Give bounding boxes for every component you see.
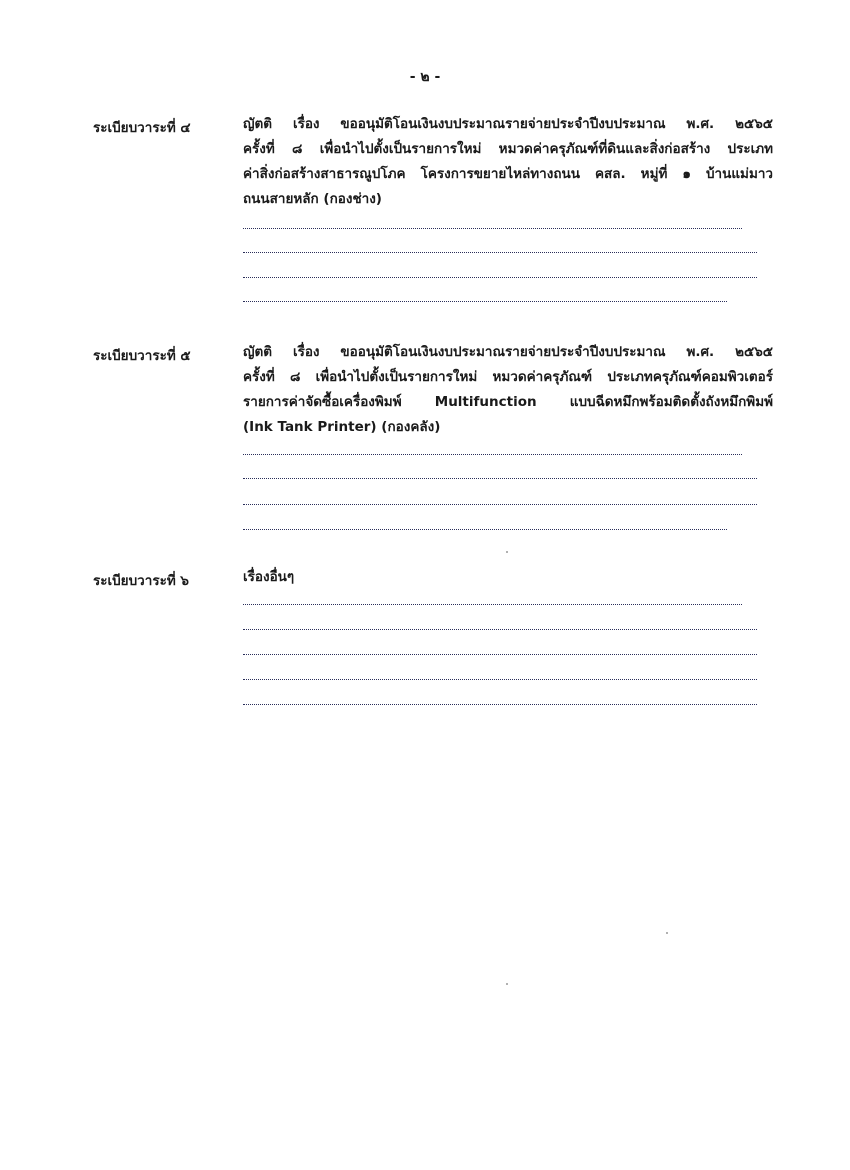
agenda-4-blank-line-4 (243, 301, 727, 302)
agenda-4-line-4: ถนนสายหลัก (กองช่าง) (243, 191, 382, 207)
agenda-5-line-3: รายการค่าจัดซื้อเครื่องพิมพ์ Multifunction แบบฉีดหมึกพร้อมติดตั้งถังหมึกพิมพ์ (243, 394, 773, 410)
agenda-5-line-2: ครั้งที่ ๘ เพื่อนำไปตั้งเป็นรายการใหม่ หมวดค่าครุภัณฑ์ ประเภทครุภัณฑ์คอมพิวเตอร์ (243, 369, 773, 385)
agenda-body-4 (243, 112, 773, 212)
agenda-label-5: ระเบียบวาระที่ ๕ (93, 348, 191, 364)
agenda-5-blank-line-2 (243, 478, 757, 479)
agenda-6-line-1: เรื่องอื่นๆ (243, 569, 295, 585)
agenda-6-blank-line-4 (243, 679, 757, 680)
agenda-5-blank-line-3 (243, 504, 757, 505)
agenda-6-blank-line-2 (243, 629, 757, 630)
agenda-body-5 (243, 340, 773, 440)
agenda-body-6 (243, 565, 773, 590)
agenda-4-line-1: ญัตติ เรื่อง ขออนุมัติโอนเงินงบประมาณรายจ่ายประจำปีงบประมาณ พ.ศ. ๒๕๖๕ (243, 116, 773, 132)
agenda-6-blank-line-5 (243, 704, 757, 705)
page-number: - ๒ - (409, 69, 441, 85)
agenda-4-line-2: ครั้งที่ ๘ เพื่อนำไปตั้งเป็นรายการใหม่ หมวดค่าครุภัณฑ์ที่ดินและสิ่งก่อสร้าง ประเภท (243, 141, 773, 157)
agenda-6-blank-line-3 (243, 654, 757, 655)
agenda-4-blank-line-1 (243, 228, 742, 229)
agenda-4-blank-line-3 (243, 277, 757, 278)
scan-speck (666, 932, 668, 934)
agenda-4-blank-line-2 (243, 252, 757, 253)
agenda-label-6: ระเบียบวาระที่ ๖ (93, 573, 189, 589)
agenda-5-blank-line-1 (243, 454, 742, 455)
agenda-4-line-3: ค่าสิ่งก่อสร้างสาธารณูปโภค โครงการขยายไหล่ทางถนน คสล. หมู่ที่ ๑ บ้านแม่มาว (243, 166, 773, 182)
agenda-6-blank-line-1 (243, 604, 742, 605)
scan-speck (506, 983, 508, 985)
agenda-5-line-1: ญัตติ เรื่อง ขออนุมัติโอนเงินงบประมาณรายจ่ายประจำปีงบประมาณ พ.ศ. ๒๕๖๕ (243, 344, 773, 360)
agenda-5-line-4: (Ink Tank Printer) (กองคลัง) (243, 419, 441, 435)
agenda-label-4: ระเบียบวาระที่ ๔ (93, 120, 191, 136)
agenda-5-blank-line-4 (243, 529, 727, 530)
scan-speck (506, 551, 508, 553)
